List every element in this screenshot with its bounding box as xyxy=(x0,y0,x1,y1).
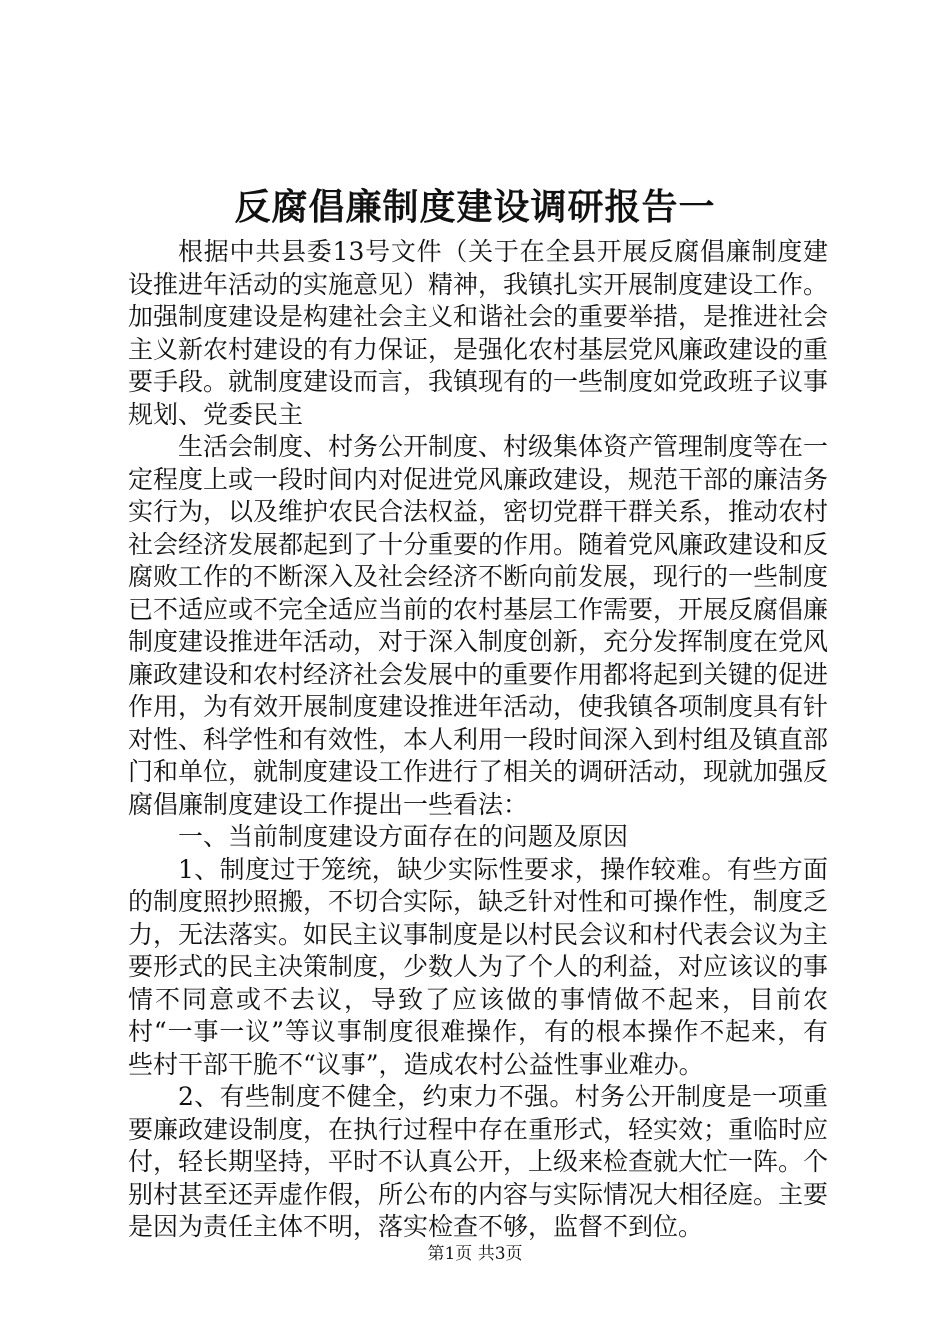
document-title: 反腐倡廉制度建设调研报告一 xyxy=(234,186,716,228)
page-footer: 第1页 共3页 xyxy=(427,1244,523,1264)
section-heading-problems: 一、当前制度建设方面存在的问题及原因 xyxy=(178,822,629,851)
paragraph-intro: 根据中共县委13号文件（关于在全县开展反腐倡廉制度建设推进年活动的实施意见）精神，我镇扎实开展制度建设工作。加强制度建设是构建社会主义和谐社会的重要举措，是推进社会主义新农村建设的有力保证，是强化农村基层党风廉政建设的重要手段。就制度建设而言，我镇现有的一些制度如党政班子议事规划、党委民主 xyxy=(128,237,829,429)
paragraph-background: 生活会制度、村务公开制度、村级集体资产管理制度等在一定程度上或一段时间内对促进党风廉政建设，规范干部的廉洁务实行为，以及维护农民合法权益，密切党群干群关系，推动农村社会经济发展都起到了十分重要的作用。随着党风廉政建设和反腐败工作的不断深入及社会经济不断向前发展，现行的一些制度已不适应或不完全适应当前的农村基层工作需要，开展反腐倡廉制度建设推进年活动，对于深入制度创新，充分发挥制度在党风廉政建设和农村经济社会发展中的重要作用都将起到关键的促进作用，为有效开展制度建设推进年活动，使我镇各项制度具有针对性、科学性和有效性，本人利用一段时间深入到村组及镇直部门和单位，就制度建设工作进行了相关的调研活动，现就加强反腐倡廉制度建设工作提出一些看法： xyxy=(128,432,829,819)
document-body xyxy=(128,236,828,1244)
paragraph-problem-2: 2、有些制度不健全，约束力不强。村务公开制度是一项重要廉政建设制度，在执行过程中存在重形式，轻实效；重临时应付，轻长期坚持，平时不认真公开，上级来检查就大忙一阵。个别村甚至还弄虚作假，所公布的内容与实际情况大相径庭。主要是因为责任主体不明，落实检查不够，监督不到位。 xyxy=(128,1082,829,1241)
paragraph-problem-1: 1、制度过于笼统，缺少实际性要求，操作较难。有些方面的制度照抄照搬，不切合实际，缺乏针对性和可操作性，制度乏力，无法落实。如民主议事制度是以村民会议和村代表会议为主要形式的民主决策制度，少数人为了个人的利益，对应该议的事情不同意或不去议，导致了应该做的事情做不起来，目前农村“一事一议”等议事制度很难操作，有的根本操作不起来，有些村干部干脆不“议事”，造成农村公益性事业难办。 xyxy=(128,854,829,1079)
